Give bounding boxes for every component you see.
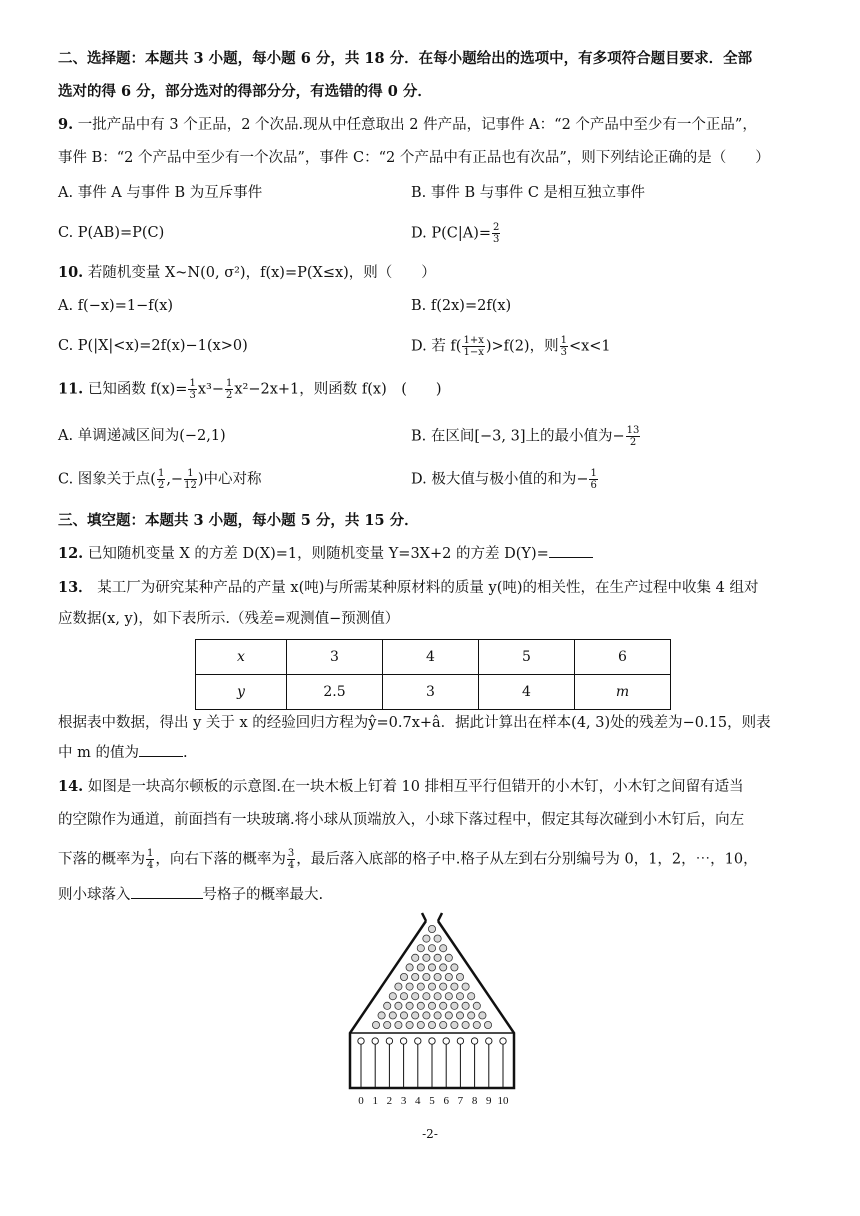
- peg: [417, 964, 424, 971]
- q14-stem-line1: [58, 776, 810, 798]
- q11-c-den1: 2: [157, 480, 165, 491]
- q11-d-pre: D. 极大值与极小值的和为−: [411, 471, 589, 488]
- peg: [440, 945, 447, 952]
- q11-c-num1: 1: [157, 468, 165, 479]
- table-cell: 5: [479, 640, 575, 675]
- peg: [445, 973, 452, 980]
- q14-stem-line2: 的空隙作为通道，前面挡有一块玻璃.将小球从顶端放入，小球下落过程中，假定其每次碰到小木钉后，向左: [58, 812, 745, 828]
- q14-frac-right: [287, 848, 295, 871]
- peg: [434, 973, 441, 980]
- q14-line3-mid: ，向右下落的概率为: [155, 851, 286, 868]
- q13-stem-line2: 应数据(x, y)，如下表所示.（残差=观测值−预测值）: [58, 611, 400, 627]
- q14-frac-right-den: 4: [287, 860, 295, 871]
- q11-d-fraction: [589, 468, 597, 491]
- peg: [412, 973, 419, 980]
- peg: [456, 973, 463, 980]
- peg: [406, 983, 413, 990]
- q11-c-fraction1: [157, 468, 165, 491]
- q10-option-a: A. f(−x)=1−f(x): [58, 298, 174, 314]
- slot-label: 10: [497, 1095, 509, 1107]
- q10-option-d: [411, 335, 611, 358]
- q11-c-fraction2: [184, 468, 197, 491]
- peg: [400, 993, 407, 1000]
- table-cell: 3: [287, 640, 383, 675]
- slot-label: 0: [358, 1095, 364, 1107]
- slot-dividers: [358, 1038, 506, 1088]
- pegs: [372, 925, 491, 1028]
- q11-b-fraction: [626, 425, 641, 448]
- peg: [389, 993, 396, 1000]
- q10-stem: [58, 262, 810, 284]
- q13-line4-post: .: [182, 745, 188, 761]
- q12-text: 已知随机变量 X 的方差 D(X)=1，则随机变量 Y=3X+2 的方差 D(Y)=: [87, 546, 549, 562]
- q11-d-den: 6: [590, 480, 597, 491]
- peg: [384, 1021, 391, 1028]
- peg: [451, 983, 458, 990]
- q9-stem-line2: 事件 B：“2 个产品中至少有一个次品”，事件 C：“2 个产品中有正品也有次品”，则下列结论正确的是（ ）: [58, 150, 770, 166]
- peg: [423, 993, 430, 1000]
- section-3-heading: 三、填空题：本题共 3 小题，每小题 5 分，共 15 分．: [58, 512, 419, 529]
- table-row-x: [196, 640, 671, 675]
- q13-text1: 某工厂为研究某种产品的产量 x(吨)与所需某种原材料的质量 y(吨)的相关性，在生产过程中收集 4 组对: [97, 580, 759, 596]
- q13-stem-line3: 根据表中数据，得出 y 关于 x 的经验回归方程为ŷ=0.7x+â．据此计算出在样本(4, 3)处的残差为−0.15，则表: [58, 715, 771, 731]
- peg: [428, 925, 435, 932]
- peg: [428, 945, 435, 952]
- peg: [378, 1012, 385, 1019]
- peg: [372, 1021, 379, 1028]
- peg: [428, 983, 435, 990]
- peg: [462, 983, 469, 990]
- slot-label: 9: [486, 1095, 492, 1107]
- galton-board-figure: [330, 905, 530, 1110]
- table-cell: 3: [383, 675, 479, 710]
- peg: [406, 964, 413, 971]
- q11-post: x²−2x+1，则函数 f(x) ( ): [234, 381, 442, 398]
- peg: [395, 983, 402, 990]
- q11-option-d: [411, 468, 599, 491]
- peg: [445, 954, 452, 961]
- peg: [395, 1002, 402, 1009]
- peg: [417, 1021, 424, 1028]
- peg: [434, 954, 441, 961]
- q13-stem-line1: [58, 577, 810, 599]
- q14-line4-pre: 则小球落入: [58, 887, 131, 903]
- peg: [456, 1012, 463, 1019]
- q14-frac-right-num: 3: [287, 848, 295, 859]
- slot-peg: [486, 1038, 492, 1044]
- q11-frac2-den: 2: [225, 390, 233, 401]
- peg: [406, 1002, 413, 1009]
- peg: [412, 993, 419, 1000]
- peg: [417, 983, 424, 990]
- q14-line3-post: ，最后落入底部的格子中.格子从左到右分别编号为 0，1，2，⋯，10，: [296, 851, 758, 868]
- peg: [440, 964, 447, 971]
- section-2-heading-line2: 选对的得 6 分，部分选对的得部分分，有选错的得 0 分．: [58, 83, 432, 100]
- peg: [434, 935, 441, 942]
- q12-stem: [58, 543, 810, 565]
- peg: [400, 1012, 407, 1019]
- q10-d-pre: D. 若 f(: [411, 338, 462, 355]
- q10-text: 若随机变量 X~N(0, σ²)，f(x)=P(X≤x)，则（ ）: [87, 265, 436, 281]
- q14-line4-post: 号格子的概率最大.: [202, 887, 324, 903]
- q12-answer-blank[interactable]: [549, 543, 593, 558]
- q11-c-den2: 12: [184, 480, 197, 491]
- peg: [417, 945, 424, 952]
- q11-frac1: [188, 378, 196, 401]
- q14-number: 14.: [58, 778, 84, 795]
- peg: [473, 1021, 480, 1028]
- peg: [468, 993, 475, 1000]
- peg: [440, 1002, 447, 1009]
- q11-number: 11.: [58, 380, 84, 398]
- q14-frac-left-num: 1: [147, 848, 154, 859]
- q9-stem-line1: [58, 114, 810, 136]
- peg: [389, 1012, 396, 1019]
- peg: [462, 1021, 469, 1028]
- q14-stem-line3: [58, 848, 810, 871]
- slot-label: 7: [457, 1095, 464, 1107]
- q11-stem: [58, 378, 810, 401]
- q9-d-den: 3: [493, 234, 500, 245]
- q11-c-num2: 1: [184, 468, 197, 480]
- q11-frac2: [225, 378, 233, 401]
- q11-c-post: )中心对称: [197, 471, 262, 488]
- table-row-y: [196, 675, 671, 710]
- q13-line4-pre: 中 m 的值为: [58, 745, 139, 761]
- q9-text1: 一批产品中有 3 个正品，2 个次品.现从中任意取出 2 件产品，记事件 A：“2 个产品中至少有一个正品”，: [77, 117, 757, 133]
- q12-number: 12.: [58, 545, 84, 562]
- q11-pre: 已知函数 f(x)=: [87, 381, 188, 398]
- slot-peg: [415, 1038, 421, 1044]
- peg: [451, 1002, 458, 1009]
- q11-b-num: 13: [626, 425, 640, 436]
- peg: [423, 973, 430, 980]
- table-cell: 4: [479, 675, 575, 710]
- q10-d-den2: 3: [560, 347, 567, 358]
- q9-number: 9.: [58, 116, 74, 133]
- peg: [428, 1021, 435, 1028]
- q14-frac-left: [146, 848, 154, 871]
- peg: [428, 1002, 435, 1009]
- q9-d-num: 2: [493, 222, 500, 233]
- peg: [395, 1021, 402, 1028]
- slot-peg: [358, 1038, 364, 1044]
- peg: [412, 1012, 419, 1019]
- q10-d-post: <x<1: [568, 338, 611, 355]
- q14-text1: 如图是一块高尔顿板的示意图.在一块木板上钉着 10 排相互平行但错开的小木钉，小木钉之间留有适当: [87, 779, 744, 795]
- peg: [428, 964, 435, 971]
- slot-label: 4: [415, 1095, 421, 1107]
- q10-d-num1: 1+x: [463, 335, 484, 346]
- peg: [423, 935, 430, 942]
- q9-option-c: C. P(AB)=P(C): [58, 225, 165, 241]
- q10-d-fraction1: [462, 335, 484, 358]
- peg: [384, 1002, 391, 1009]
- slot-peg: [386, 1038, 392, 1044]
- peg: [445, 993, 452, 1000]
- slot-labels: [358, 1095, 509, 1107]
- q11-b-den: 2: [629, 437, 637, 448]
- q14-answer-blank[interactable]: [131, 884, 203, 899]
- slot-label: 3: [400, 1095, 407, 1107]
- q11-mid1: x³−: [197, 381, 224, 398]
- peg: [400, 973, 407, 980]
- q14-frac-left-den: 4: [147, 860, 154, 871]
- peg: [434, 1012, 441, 1019]
- q13-answer-blank[interactable]: [139, 742, 183, 757]
- slot-label: 1: [372, 1095, 378, 1107]
- table-cell: x: [196, 640, 287, 675]
- q11-frac2-num: 1: [225, 378, 233, 389]
- peg: [440, 1021, 447, 1028]
- peg: [456, 993, 463, 1000]
- peg: [484, 1021, 491, 1028]
- q11-option-b: [411, 425, 641, 448]
- q11-frac1-den: 3: [189, 390, 196, 401]
- q13-number: 13．: [58, 579, 93, 596]
- q10-option-b: B. f(2x)=2f(x): [411, 298, 512, 314]
- q11-frac1-num: 1: [189, 378, 196, 389]
- table-cell: m: [575, 675, 671, 710]
- slot-peg: [429, 1038, 435, 1044]
- q9-d-fraction: [492, 222, 500, 245]
- q10-d-fraction2: [560, 335, 568, 358]
- peg: [434, 993, 441, 1000]
- q11-c-mid: ,−: [166, 471, 184, 488]
- page-number: -2-: [422, 1127, 438, 1141]
- peg: [451, 964, 458, 971]
- slot-label: 6: [443, 1095, 449, 1107]
- peg: [423, 1012, 430, 1019]
- peg: [451, 1021, 458, 1028]
- slot-label: 8: [471, 1095, 478, 1107]
- q10-option-c: C. P(|X|<x)=2f(x)−1(x>0): [58, 338, 248, 354]
- peg: [462, 1002, 469, 1009]
- q10-d-mid: )>f(2)，则: [485, 338, 559, 355]
- slot-label: 5: [429, 1095, 435, 1107]
- q10-number: 10.: [58, 264, 84, 281]
- peg: [417, 1002, 424, 1009]
- peg: [440, 983, 447, 990]
- peg: [479, 1012, 486, 1019]
- slot-peg: [500, 1038, 506, 1044]
- q10-d-den1: 1−x: [463, 347, 484, 358]
- peg: [473, 1002, 480, 1009]
- q9-d-text: D. P(C|A)=: [411, 225, 491, 242]
- slot-peg: [457, 1038, 463, 1044]
- section-2-heading-line1: 二、选择题：本题共 3 小题，每小题 6 分，共 18 分．在每小题给出的选项中，有多项符合题目要求．全部: [58, 50, 753, 67]
- peg: [412, 954, 419, 961]
- q11-option-a: A. 单调递减区间为(−2,1): [58, 428, 226, 444]
- slot-peg: [372, 1038, 378, 1044]
- peg: [468, 1012, 475, 1019]
- q11-b-pre: B. 在区间[−3, 3]上的最小值为−: [411, 428, 625, 445]
- q11-option-c: [58, 468, 262, 491]
- q9-option-b: B. 事件 B 与事件 C 是相互独立事件: [411, 185, 646, 201]
- q10-d-num2: 1: [560, 335, 567, 346]
- slot-peg: [471, 1038, 477, 1044]
- q11-d-num: 1: [590, 468, 597, 479]
- table-cell: 2.5: [287, 675, 383, 710]
- q9-option-d: [411, 222, 501, 245]
- q11-c-pre: C. 图象关于点(: [58, 471, 156, 488]
- q14-line3-pre: 下落的概率为: [58, 851, 145, 868]
- q13-data-table: [195, 639, 671, 710]
- slot-peg: [443, 1038, 449, 1044]
- table-cell: 6: [575, 640, 671, 675]
- q14-stem-line4: [58, 884, 810, 906]
- slot-label: 2: [386, 1095, 393, 1107]
- table-cell: 4: [383, 640, 479, 675]
- peg: [406, 1021, 413, 1028]
- q9-option-a: A. 事件 A 与事件 B 为互斥事件: [58, 185, 263, 201]
- peg: [423, 954, 430, 961]
- table-cell: y: [196, 675, 287, 710]
- q13-stem-line4: [58, 742, 810, 764]
- slot-peg: [400, 1038, 406, 1044]
- peg: [445, 1012, 452, 1019]
